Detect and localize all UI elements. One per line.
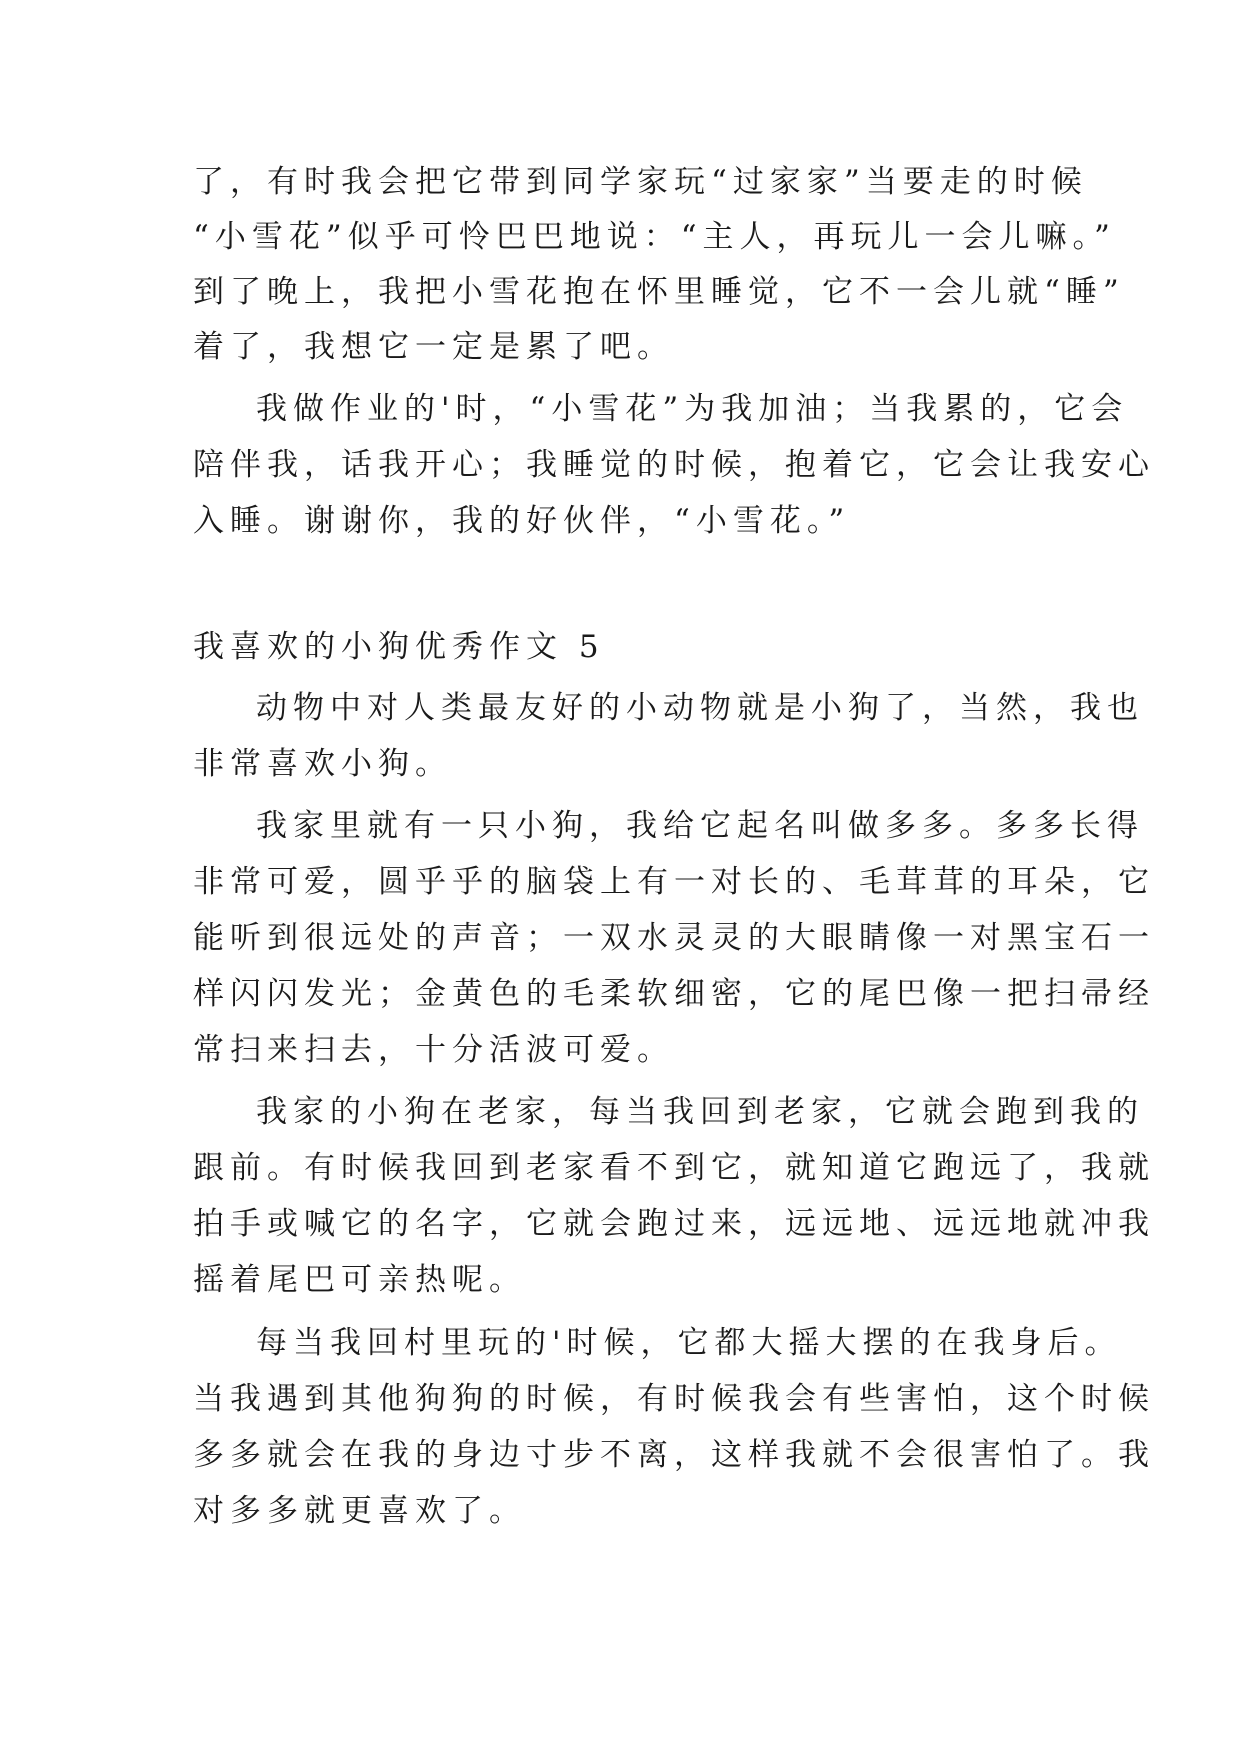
text-line: 对多多就更喜欢了。 — [193, 1493, 526, 1529]
text-line: 了，有时我会把它带到同学家玩“过家家”当要走的时候 — [193, 164, 1088, 200]
text-line: 非常喜欢小狗。 — [193, 746, 452, 782]
text-line: 拍手或喊它的名字，它就会跑过来，远远地、远远地就冲我 — [193, 1206, 1155, 1242]
text-line: 多多就会在我的身边寸步不离，这样我就不会很害怕了。我 — [193, 1437, 1155, 1473]
text-line: “小雪花”似乎可怜巴巴地说：“主人，再玩儿一会儿嘛。” — [193, 219, 1116, 255]
text-line: 每当我回村里玩的'时候，它都大摇大摆的在我身后。 — [256, 1325, 1122, 1361]
text-line: 能听到很远处的声音；一双水灵灵的大眼睛像一对黑宝石一 — [193, 920, 1155, 956]
text-line: 我家里就有一只小狗，我给它起名叫做多多。多多长得 — [256, 808, 1144, 844]
text-line: 样闪闪发光；金黄色的毛柔软细密，它的尾巴像一把扫帚经 — [193, 976, 1155, 1012]
text-line: 我家的小狗在老家，每当我回到老家，它就会跑到我的 — [256, 1094, 1144, 1130]
text-line: 陪伴我，话我开心；我睡觉的时候，抱着它，它会让我安心 — [193, 447, 1155, 483]
text-line: 入睡。谢谢你，我的好伙伴，“小雪花。” — [193, 503, 851, 539]
text-line: 非常可爱，圆乎乎的脑袋上有一对长的、毛茸茸的耳朵，它 — [193, 864, 1155, 900]
text-line: 到了晚上，我把小雪花抱在怀里睡觉，它不一会儿就“睡” — [193, 274, 1125, 310]
text-line: 着了，我想它一定是累了吧。 — [193, 329, 674, 365]
text-line: 当我遇到其他狗狗的时候，有时候我会有些害怕，这个时候 — [193, 1381, 1155, 1417]
text-line: 我做作业的'时，“小雪花”为我加油；当我累的，它会 — [256, 391, 1129, 427]
essay-title: 我喜欢的小狗优秀作文 5 — [193, 629, 605, 665]
text-line: 摇着尾巴可亲热呢。 — [193, 1262, 526, 1298]
text-line: 动物中对人类最友好的小动物就是小狗了，当然，我也 — [256, 690, 1144, 726]
text-line: 跟前。有时候我回到老家看不到它，就知道它跑远了，我就 — [193, 1150, 1155, 1186]
text-line: 常扫来扫去，十分活波可爱。 — [193, 1032, 674, 1068]
